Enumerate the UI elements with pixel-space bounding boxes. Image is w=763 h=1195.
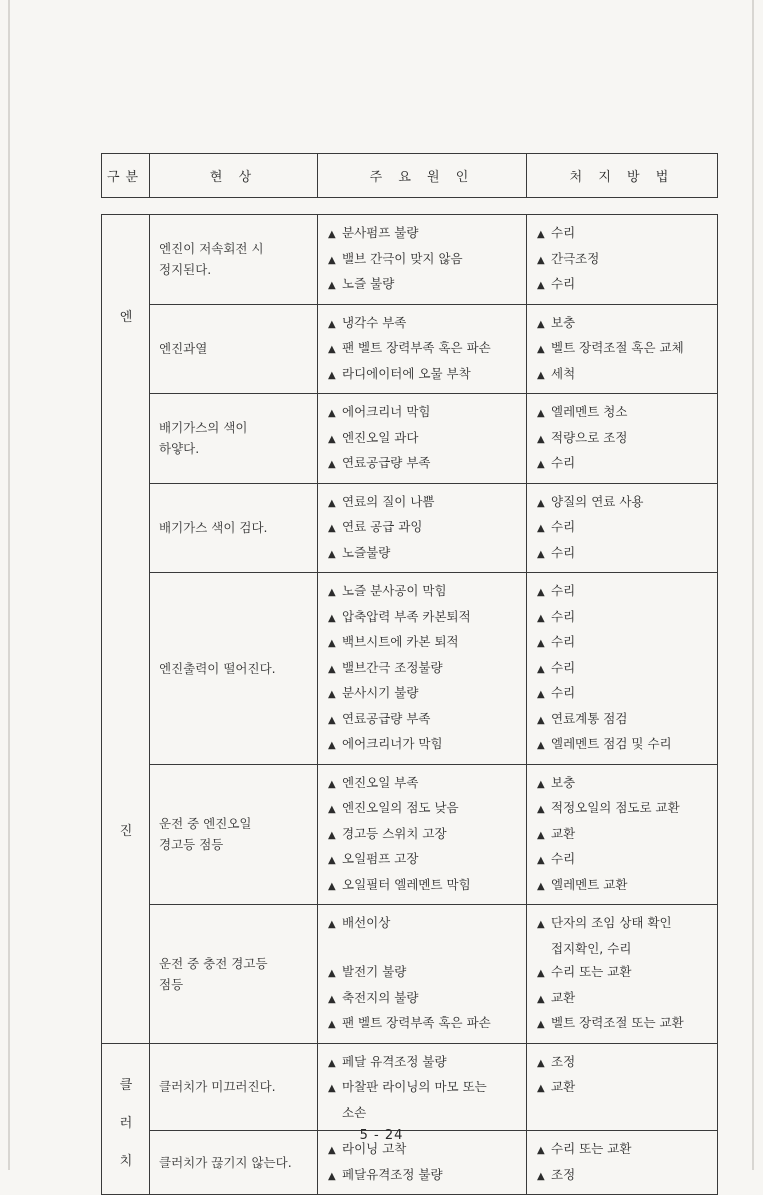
action-text: 적정오일의 점도로 교환 <box>551 800 680 815</box>
action-text: 벨트 장력조절 또는 교환 <box>551 1015 684 1030</box>
table-row <box>102 304 718 394</box>
bullet-triangle-icon: ▲ <box>328 523 336 534</box>
cause-item <box>328 707 522 733</box>
action-item <box>537 771 713 797</box>
action-text: 수리 <box>551 659 576 675</box>
action-text: 수리 <box>551 851 576 866</box>
bullet-triangle-icon: ▲ <box>537 1019 545 1030</box>
cause-text: 연료공급량 부족 <box>342 710 431 726</box>
bullet-triangle-icon: ▲ <box>328 369 336 381</box>
bullet-triangle-icon: ▲ <box>537 1083 545 1094</box>
phenomenon-cell <box>150 905 318 1044</box>
cause-text: 연료 공급 과잉 <box>342 519 423 534</box>
action-text: 수리 또는 교환 <box>551 1141 632 1156</box>
phenomenon-text: 운전 중 엔진오일 <box>159 816 252 832</box>
action-text: 보충 <box>551 314 576 330</box>
category-char: 진 <box>119 824 133 840</box>
phenomenon-cell <box>150 1043 318 1131</box>
category-char: 치 <box>119 1153 133 1169</box>
bullet-triangle-icon: ▲ <box>537 497 545 509</box>
bullet-triangle-icon: ▲ <box>328 497 336 509</box>
cause-text: 소손 <box>342 1104 367 1120</box>
phenomenon-text: 배기가스의 색이 <box>159 420 248 436</box>
cause-text: 페달유격조정 불량 <box>342 1166 443 1182</box>
phenomenon-text: 경고등 점등 <box>159 837 224 853</box>
bullet-triangle-icon: ▲ <box>537 804 545 815</box>
phenomenon-cell <box>150 764 318 905</box>
cause-text: 노즐 분사공이 막힘 <box>342 583 447 598</box>
action-item <box>537 247 713 273</box>
cause-text: 경고등 스위치 고장 <box>342 825 447 841</box>
bullet-triangle-icon: ▲ <box>328 1083 336 1094</box>
action-text: 적량으로 조정 <box>551 429 628 445</box>
action-text: 수리 <box>551 685 576 700</box>
cause-item <box>328 937 522 961</box>
action-text: 벨트 장력조절 혹은 교체 <box>551 340 684 355</box>
scan-edge-left <box>8 0 10 1170</box>
cause-item <box>328 362 522 388</box>
header-cause: 주 요 원 인 <box>318 154 527 198</box>
bullet-triangle-icon: ▲ <box>537 829 545 841</box>
bullet-triangle-icon: ▲ <box>537 968 545 979</box>
phenomenon-cell <box>150 573 318 765</box>
category-cell <box>102 1043 150 1195</box>
action-item <box>537 426 713 452</box>
cause-item <box>328 986 522 1012</box>
cause-text: 밸브간극 조정불량 <box>342 659 443 675</box>
action-text: 교환 <box>551 825 576 841</box>
cause-text: 압축압력 부족 카본퇴적 <box>342 608 471 624</box>
action-item <box>537 1050 713 1076</box>
bullet-triangle-icon: ▲ <box>328 855 336 866</box>
bullet-triangle-icon: ▲ <box>537 254 545 266</box>
action-cell <box>527 1043 718 1131</box>
phenomenon-text: 배기가스 색이 검다. <box>159 520 268 536</box>
bullet-triangle-icon: ▲ <box>328 778 336 790</box>
bullet-triangle-icon: ▲ <box>537 318 545 330</box>
cause-item <box>328 1075 522 1101</box>
action-text: 조정 <box>551 1053 576 1069</box>
scan-edge-right <box>752 0 754 1170</box>
phenomenon-text: 클러치가 미끄러진다. <box>159 1079 276 1095</box>
action-item <box>537 681 713 707</box>
cause-text: 밸브 간극이 맞지 않음 <box>342 250 463 266</box>
cause-text: 마찰판 라이닝의 마모 또는 <box>342 1079 487 1094</box>
bullet-triangle-icon: ▲ <box>328 740 336 751</box>
header-table <box>101 153 718 198</box>
bullet-triangle-icon: ▲ <box>537 919 545 930</box>
bullet-triangle-icon: ▲ <box>537 1145 545 1156</box>
table-row <box>102 1043 718 1131</box>
bullet-triangle-icon: ▲ <box>328 408 336 419</box>
cause-item <box>328 1101 522 1125</box>
cause-cell <box>318 905 527 1044</box>
action-item <box>537 1101 713 1125</box>
action-cell <box>527 215 718 305</box>
cause-item <box>328 656 522 682</box>
phenomenon-cell <box>150 394 318 484</box>
cause-item <box>328 630 522 656</box>
action-text: 단자의 조임 상태 확인 <box>551 915 672 930</box>
cause-cell <box>318 573 527 765</box>
action-item <box>537 362 713 388</box>
action-item <box>537 732 713 758</box>
action-text: 간극조정 <box>551 250 600 266</box>
bullet-triangle-icon: ▲ <box>537 612 545 624</box>
cause-text: 백브시트에 카본 퇴적 <box>342 634 459 649</box>
bullet-triangle-icon: ▲ <box>328 612 336 624</box>
table-row <box>102 483 718 573</box>
page-number: 5 - 24 <box>359 1128 404 1143</box>
bullet-triangle-icon: ▲ <box>537 280 545 291</box>
bullet-triangle-icon: ▲ <box>537 1057 545 1069</box>
cause-item <box>328 847 522 873</box>
cause-item <box>328 579 522 605</box>
phenomenon-cell <box>150 215 318 305</box>
bullet-triangle-icon: ▲ <box>537 638 545 649</box>
action-text: 엘레멘트 점검 및 수리 <box>551 736 672 751</box>
cause-item <box>328 605 522 631</box>
action-item <box>537 822 713 848</box>
cause-cell <box>318 764 527 905</box>
action-item <box>537 1075 713 1101</box>
bullet-triangle-icon: ▲ <box>328 318 336 330</box>
header-action: 처 지 방 법 <box>527 154 718 198</box>
cause-cell <box>318 304 527 394</box>
action-cell <box>527 304 718 394</box>
action-text: 수리 <box>551 583 576 598</box>
category-char: 클 <box>119 1077 133 1093</box>
cause-text: 분사펌프 불량 <box>342 225 419 240</box>
cause-cell <box>318 1043 527 1131</box>
cause-item <box>328 681 522 707</box>
bullet-triangle-icon: ▲ <box>328 344 336 355</box>
category-cell <box>102 215 150 1044</box>
bullet-triangle-icon: ▲ <box>328 663 336 675</box>
cause-text: 오일펌프 고장 <box>342 851 419 866</box>
bullet-triangle-icon: ▲ <box>328 548 336 560</box>
cause-text: 팬 벨트 장력부족 혹은 파손 <box>342 1015 491 1030</box>
cause-item <box>328 771 522 797</box>
action-text: 수리 <box>551 544 576 560</box>
action-item <box>537 986 713 1012</box>
cause-item <box>328 822 522 848</box>
action-cell <box>527 394 718 484</box>
bullet-triangle-icon: ▲ <box>328 829 336 841</box>
cause-item <box>328 400 522 426</box>
cause-text: 발전기 불량 <box>342 964 407 979</box>
cause-item <box>328 311 522 337</box>
cause-text: 연료의 질이 나쁨 <box>342 493 435 509</box>
action-cell <box>527 764 718 905</box>
phenomenon-cell <box>150 304 318 394</box>
bullet-triangle-icon: ▲ <box>537 663 545 675</box>
troubleshooting-table <box>101 214 718 1195</box>
cause-text: 배선이상 <box>342 915 391 930</box>
cause-text: 분사시기 불량 <box>342 685 419 700</box>
cause-text: 냉각수 부족 <box>342 314 407 330</box>
cause-text: 오일필터 엘레멘트 막힘 <box>342 876 471 892</box>
action-item <box>537 272 713 298</box>
action-cell <box>527 573 718 765</box>
bullet-triangle-icon: ▲ <box>537 369 545 381</box>
cause-item <box>328 451 522 477</box>
action-text: 엘레멘트 청소 <box>551 404 628 419</box>
bullet-triangle-icon: ▲ <box>537 880 545 892</box>
cause-text: 축전지의 불량 <box>342 989 419 1005</box>
category-char: 러 <box>119 1115 133 1131</box>
bullet-triangle-icon: ▲ <box>328 433 336 445</box>
cause-item <box>328 221 522 247</box>
phenomenon-cell <box>150 483 318 573</box>
bullet-triangle-icon: ▲ <box>537 548 545 560</box>
bullet-triangle-icon: ▲ <box>537 714 545 726</box>
action-text: 수리 <box>551 519 576 534</box>
table-row <box>102 905 718 1044</box>
table-row <box>102 215 718 305</box>
cause-text: 연료공급량 부족 <box>342 455 431 470</box>
bullet-triangle-icon: ▲ <box>537 587 545 598</box>
action-text: 수리 <box>551 225 576 240</box>
action-text: 조정 <box>551 1166 576 1182</box>
cause-text: 엔진오일 부족 <box>342 774 419 790</box>
cause-text: 페달 유격조정 불량 <box>342 1053 447 1069</box>
cause-item <box>328 490 522 516</box>
bullet-triangle-icon: ▲ <box>328 1057 336 1069</box>
action-item <box>537 541 713 567</box>
bullet-triangle-icon: ▲ <box>328 880 336 892</box>
bullet-triangle-icon: ▲ <box>328 1170 336 1182</box>
cause-item <box>328 1011 522 1037</box>
action-item <box>537 515 713 541</box>
action-item <box>537 400 713 426</box>
action-item <box>537 847 713 873</box>
bullet-triangle-icon: ▲ <box>328 459 336 470</box>
phenomenon-text: 하얗다. <box>159 441 200 457</box>
bullet-triangle-icon: ▲ <box>537 855 545 866</box>
bullet-triangle-icon: ▲ <box>328 1145 336 1156</box>
bullet-triangle-icon: ▲ <box>328 638 336 649</box>
action-item <box>537 656 713 682</box>
cause-text: 라디에이터에 오물 부착 <box>342 365 471 381</box>
cause-cell <box>318 394 527 484</box>
bullet-triangle-icon: ▲ <box>537 433 545 445</box>
bullet-triangle-icon: ▲ <box>328 919 336 930</box>
phenomenon-text: 엔진이 저속회전 시 <box>159 241 264 257</box>
table-row <box>102 394 718 484</box>
cause-text: 에어크리너가 막힘 <box>342 736 443 751</box>
action-item <box>537 579 713 605</box>
cause-item <box>328 796 522 822</box>
action-text: 보충 <box>551 774 576 790</box>
bullet-triangle-icon: ▲ <box>328 968 336 979</box>
bullet-triangle-icon: ▲ <box>328 993 336 1005</box>
action-text: 수리 또는 교환 <box>551 964 632 979</box>
bullet-triangle-icon: ▲ <box>537 229 545 240</box>
action-text: 수리 <box>551 634 576 649</box>
action-text: 엘레멘트 교환 <box>551 876 628 892</box>
bullet-triangle-icon: ▲ <box>537 1170 545 1182</box>
action-item <box>537 490 713 516</box>
phenomenon-text: 엔진과열 <box>159 341 208 357</box>
action-cell <box>527 905 718 1044</box>
phenomenon-text: 클러치가 끊기지 않는다. <box>159 1155 292 1170</box>
bullet-triangle-icon: ▲ <box>328 280 336 291</box>
bullet-triangle-icon: ▲ <box>537 344 545 355</box>
bullet-triangle-icon: ▲ <box>328 229 336 240</box>
cause-item <box>328 541 522 567</box>
category-char: 엔 <box>119 310 133 326</box>
action-text: 수리 <box>551 276 576 291</box>
action-item <box>537 960 713 986</box>
action-item <box>537 873 713 899</box>
cause-item <box>328 336 522 362</box>
cause-text: 노즐 불량 <box>342 276 395 291</box>
action-item <box>537 336 713 362</box>
bullet-triangle-icon: ▲ <box>537 689 545 700</box>
phenomenon-text: 운전 중 충전 경고등 <box>159 955 268 971</box>
cause-item <box>328 911 522 937</box>
action-item <box>537 911 713 937</box>
cause-text: 라이닝 고착 <box>342 1141 407 1156</box>
header-phenomenon: 현 상 <box>150 154 318 198</box>
action-item <box>537 937 713 961</box>
action-item <box>537 221 713 247</box>
cause-item <box>328 960 522 986</box>
bullet-triangle-icon: ▲ <box>328 587 336 598</box>
bullet-triangle-icon: ▲ <box>328 1019 336 1030</box>
action-text: 교환 <box>551 1079 576 1094</box>
cause-item <box>328 272 522 298</box>
cause-text: 엔진오일 과다 <box>342 429 419 445</box>
header-category: 구분 <box>102 154 150 198</box>
action-text: 수리 <box>551 455 576 470</box>
bullet-triangle-icon: ▲ <box>537 408 545 419</box>
action-text: 연료계통 점검 <box>551 710 628 726</box>
bullet-triangle-icon: ▲ <box>537 459 545 470</box>
cause-item <box>328 1050 522 1076</box>
bullet-triangle-icon: ▲ <box>328 254 336 266</box>
cause-item <box>328 515 522 541</box>
cause-cell <box>318 483 527 573</box>
action-text: 접지확인, 수리 <box>551 940 632 956</box>
phenomenon-text: 점등 <box>159 976 184 992</box>
cause-item <box>328 732 522 758</box>
bullet-triangle-icon: ▲ <box>537 993 545 1005</box>
phenomenon-text: 엔진출력이 떨어진다. <box>159 660 276 676</box>
phenomenon-text: 정지된다. <box>159 262 212 278</box>
cause-text: 팬 벨트 장력부족 혹은 파손 <box>342 340 491 355</box>
action-item <box>537 1163 713 1189</box>
bullet-triangle-icon: ▲ <box>328 689 336 700</box>
action-item <box>537 796 713 822</box>
bullet-triangle-icon: ▲ <box>537 778 545 790</box>
bullet-triangle-icon: ▲ <box>537 740 545 751</box>
table-row <box>102 573 718 765</box>
action-item <box>537 630 713 656</box>
cause-text: 노즐불량 <box>342 544 391 560</box>
action-text: 교환 <box>551 989 576 1005</box>
action-item <box>537 1011 713 1037</box>
cause-item <box>328 1163 522 1189</box>
table-row <box>102 764 718 905</box>
cause-item <box>328 247 522 273</box>
bullet-triangle-icon: ▲ <box>328 714 336 726</box>
bullet-triangle-icon: ▲ <box>537 523 545 534</box>
cause-text: 엔진오일의 점도 낮음 <box>342 800 459 815</box>
cause-text: 에어크리너 막힘 <box>342 404 431 419</box>
cause-item <box>328 426 522 452</box>
cause-item <box>328 873 522 899</box>
action-text: 세척 <box>551 365 576 381</box>
action-text: 양질의 연료 사용 <box>551 493 644 509</box>
action-cell <box>527 483 718 573</box>
action-item <box>537 605 713 631</box>
action-text: 수리 <box>551 608 576 624</box>
cause-cell <box>318 215 527 305</box>
action-item <box>537 451 713 477</box>
bullet-triangle-icon: ▲ <box>328 804 336 815</box>
action-item <box>537 707 713 733</box>
action-item <box>537 311 713 337</box>
